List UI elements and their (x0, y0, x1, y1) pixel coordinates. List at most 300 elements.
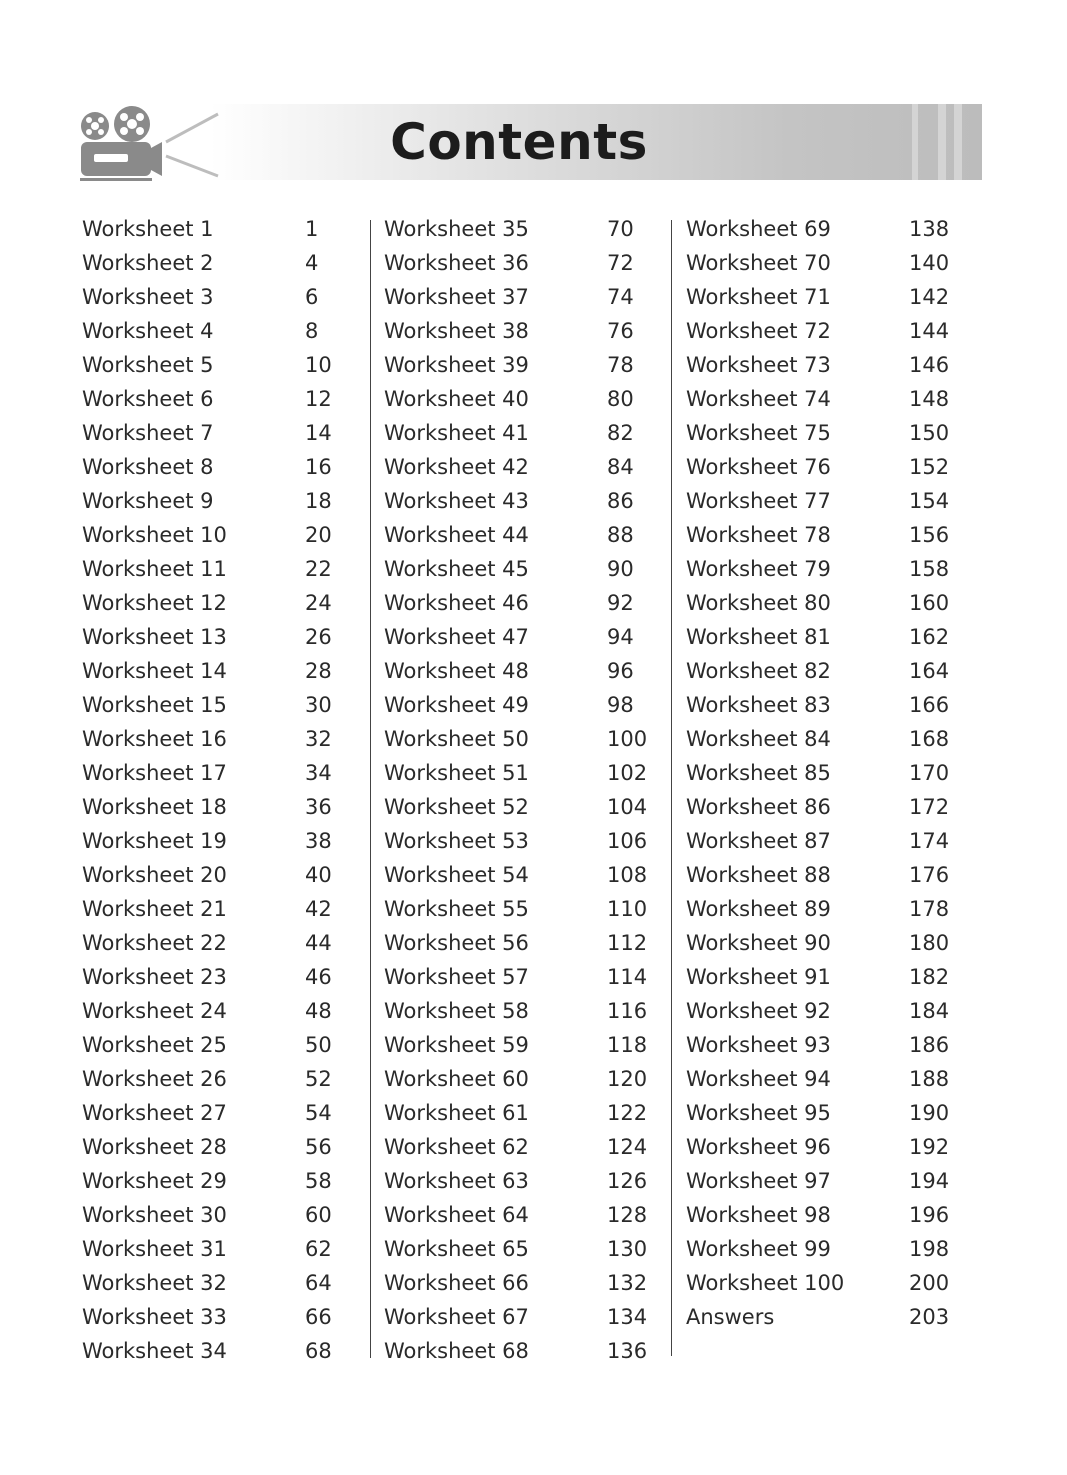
toc-entry (82, 484, 352, 518)
toc-entry (82, 382, 352, 416)
toc-entry-page: 24 (305, 591, 332, 615)
toc-entry (82, 1062, 352, 1096)
toc-entry-title: Worksheet 38 (384, 319, 529, 343)
toc-entry-title: Worksheet 81 (686, 625, 831, 649)
toc-entry (384, 756, 654, 790)
toc-entry (82, 1198, 352, 1232)
toc-entry (686, 1198, 956, 1232)
toc-entry (384, 1266, 654, 1300)
toc-entry-page: 198 (909, 1237, 950, 1261)
toc-entry-title: Worksheet 17 (82, 761, 227, 785)
toc-entry (686, 348, 956, 382)
column-divider (671, 220, 672, 1356)
toc-entry (82, 790, 352, 824)
toc-entry-page: 58 (305, 1169, 332, 1193)
toc-entry-page: 122 (607, 1101, 648, 1125)
toc-entry-page: 44 (305, 931, 332, 955)
toc-entry-page: 70 (607, 217, 634, 241)
toc-entry (384, 824, 654, 858)
toc-entry-page: 148 (909, 387, 950, 411)
toc-entry-page: 144 (909, 319, 950, 343)
toc-entry-page: 36 (305, 795, 332, 819)
toc-entry (384, 1300, 654, 1334)
toc-entry-page: 98 (607, 693, 634, 717)
toc-entry-page: 190 (909, 1101, 950, 1125)
toc-entry-title: Worksheet 28 (82, 1135, 227, 1159)
toc-entry (686, 1096, 956, 1130)
toc-entry-page: 102 (607, 761, 648, 785)
toc-entry (82, 1096, 352, 1130)
toc-entry (82, 756, 352, 790)
toc-entry-title: Worksheet 22 (82, 931, 227, 955)
toc-entry (686, 1130, 956, 1164)
toc-entry-page: 38 (305, 829, 332, 853)
toc-entry (82, 994, 352, 1028)
toc-entry-title: Worksheet 63 (384, 1169, 529, 1193)
toc-entry-page: 40 (305, 863, 332, 887)
toc-entry-title: Worksheet 71 (686, 285, 831, 309)
toc-entry (686, 314, 956, 348)
toc-entry-page: 62 (305, 1237, 332, 1261)
toc-entry (384, 212, 654, 246)
toc-entry-page: 42 (305, 897, 332, 921)
toc-entry (384, 382, 654, 416)
toc-entry-page: 136 (607, 1339, 648, 1363)
toc-entry-title: Worksheet 2 (82, 251, 214, 275)
toc-entry (686, 688, 956, 722)
toc-entry-title: Worksheet 13 (82, 625, 227, 649)
toc-entry-title: Worksheet 87 (686, 829, 831, 853)
toc-entry (686, 654, 956, 688)
toc-entry-title: Worksheet 21 (82, 897, 227, 921)
toc-entry-title: Worksheet 62 (384, 1135, 529, 1159)
toc-entry-page: 18 (305, 489, 332, 513)
toc-entry (384, 1130, 654, 1164)
toc-entry (686, 926, 956, 960)
toc-entry-page: 172 (909, 795, 950, 819)
toc-entry-title: Worksheet 57 (384, 965, 529, 989)
toc-entry-title: Worksheet 4 (82, 319, 214, 343)
toc-entry (82, 246, 352, 280)
toc-entry-title: Answers (686, 1305, 775, 1329)
toc-entry-page: 16 (305, 455, 332, 479)
toc-entry-title: Worksheet 36 (384, 251, 529, 275)
toc-entry-page: 8 (305, 319, 319, 343)
contents-column-2 (384, 212, 654, 1368)
toc-entry (82, 654, 352, 688)
toc-entry (82, 552, 352, 586)
toc-entry-title: Worksheet 29 (82, 1169, 227, 1193)
toc-entry-page: 140 (909, 251, 950, 275)
toc-entry-title: Worksheet 64 (384, 1203, 529, 1227)
toc-entry-page: 114 (607, 965, 648, 989)
toc-entry-page: 46 (305, 965, 332, 989)
toc-entry-page: 94 (607, 625, 634, 649)
toc-entry-page: 168 (909, 727, 950, 751)
toc-entry-title: Worksheet 84 (686, 727, 831, 751)
toc-entry-page: 130 (607, 1237, 648, 1261)
toc-entry-page: 54 (305, 1101, 332, 1125)
toc-entry-title: Worksheet 86 (686, 795, 831, 819)
toc-entry-page: 150 (909, 421, 950, 445)
toc-entry-title: Worksheet 97 (686, 1169, 831, 1193)
toc-entry (686, 382, 956, 416)
toc-entry-title: Worksheet 88 (686, 863, 831, 887)
toc-entry-title: Worksheet 74 (686, 387, 831, 411)
toc-entry-title: Worksheet 16 (82, 727, 227, 751)
toc-entry-title: Worksheet 33 (82, 1305, 227, 1329)
toc-entry-title: Worksheet 66 (384, 1271, 529, 1295)
toc-entry (686, 518, 956, 552)
toc-entry (82, 212, 352, 246)
toc-entry-title: Worksheet 68 (384, 1339, 529, 1363)
toc-entry-title: Worksheet 23 (82, 965, 227, 989)
toc-entry-page: 90 (607, 557, 634, 581)
toc-entry-title: Worksheet 61 (384, 1101, 529, 1125)
toc-entry-page: 152 (909, 455, 950, 479)
toc-entry-page: 96 (607, 659, 634, 683)
toc-entry-title: Worksheet 90 (686, 931, 831, 955)
toc-entry-page: 22 (305, 557, 332, 581)
toc-entry-title: Worksheet 47 (384, 625, 529, 649)
toc-entry-title: Worksheet 7 (82, 421, 214, 445)
toc-entry-title: Worksheet 46 (384, 591, 529, 615)
toc-entry-title: Worksheet 19 (82, 829, 227, 853)
toc-entry-title: Worksheet 53 (384, 829, 529, 853)
toc-entry (686, 722, 956, 756)
toc-entry-page: 134 (607, 1305, 648, 1329)
toc-entry (82, 1232, 352, 1266)
toc-entry (686, 280, 956, 314)
toc-entry-page: 66 (305, 1305, 332, 1329)
toc-entry-page: 200 (909, 1271, 950, 1295)
toc-entry-page: 170 (909, 761, 950, 785)
toc-entry (82, 1334, 352, 1368)
toc-entry (82, 926, 352, 960)
toc-entry-title: Worksheet 48 (384, 659, 529, 683)
toc-entry-title: Worksheet 72 (686, 319, 831, 343)
toc-entry (686, 790, 956, 824)
toc-entry-page: 92 (607, 591, 634, 615)
toc-entry (686, 450, 956, 484)
toc-entry-page: 166 (909, 693, 950, 717)
toc-entry-page: 156 (909, 523, 950, 547)
toc-entry (686, 246, 956, 280)
toc-entry (384, 552, 654, 586)
toc-entry-page: 4 (305, 251, 319, 275)
toc-entry-title: Worksheet 40 (384, 387, 529, 411)
toc-entry-page: 188 (909, 1067, 950, 1091)
toc-entry-title: Worksheet 9 (82, 489, 214, 513)
toc-entry-page: 28 (305, 659, 332, 683)
toc-entry (686, 552, 956, 586)
toc-entry (686, 586, 956, 620)
toc-entry-page: 56 (305, 1135, 332, 1159)
toc-entry-title: Worksheet 31 (82, 1237, 227, 1261)
toc-entry (82, 314, 352, 348)
toc-entry-title: Worksheet 94 (686, 1067, 831, 1091)
toc-entry-page: 6 (305, 285, 319, 309)
toc-entry-title: Worksheet 70 (686, 251, 831, 275)
toc-entry-title: Worksheet 93 (686, 1033, 831, 1057)
toc-entry-title: Worksheet 55 (384, 897, 529, 921)
toc-entry (82, 1266, 352, 1300)
toc-entry-page: 50 (305, 1033, 332, 1057)
toc-entry-title: Worksheet 5 (82, 353, 214, 377)
toc-entry-title: Worksheet 56 (384, 931, 529, 955)
toc-entry-page: 164 (909, 659, 950, 683)
toc-entry-title: Worksheet 59 (384, 1033, 529, 1057)
toc-entry (384, 518, 654, 552)
toc-entry-page: 154 (909, 489, 950, 513)
toc-entry-title: Worksheet 39 (384, 353, 529, 377)
toc-entry-title: Worksheet 54 (384, 863, 529, 887)
toc-entry-title: Worksheet 42 (384, 455, 529, 479)
toc-entry-page: 86 (607, 489, 634, 513)
toc-entry (686, 1028, 956, 1062)
contents-banner (80, 104, 962, 180)
toc-entry-title: Worksheet 67 (384, 1305, 529, 1329)
toc-entry-title: Worksheet 76 (686, 455, 831, 479)
toc-entry (384, 858, 654, 892)
toc-entry-page: 180 (909, 931, 950, 955)
toc-entry (384, 484, 654, 518)
toc-entry-title: Worksheet 1 (82, 217, 214, 241)
toc-entry (686, 1062, 956, 1096)
toc-entry-page: 52 (305, 1067, 332, 1091)
toc-entry (384, 450, 654, 484)
toc-entry (384, 1096, 654, 1130)
toc-entry-title: Worksheet 69 (686, 217, 831, 241)
toc-entry-page: 178 (909, 897, 950, 921)
toc-entry (686, 858, 956, 892)
toc-entry (384, 1164, 654, 1198)
toc-entry-title: Worksheet 43 (384, 489, 529, 513)
column-divider (370, 220, 371, 1358)
toc-entry (82, 416, 352, 450)
toc-entry-page: 78 (607, 353, 634, 377)
toc-entry (384, 654, 654, 688)
toc-entry-title: Worksheet 96 (686, 1135, 831, 1159)
toc-entry-title: Worksheet 95 (686, 1101, 831, 1125)
toc-entry-page: 64 (305, 1271, 332, 1295)
toc-entry-title: Worksheet 89 (686, 897, 831, 921)
toc-entry-page: 194 (909, 1169, 950, 1193)
toc-entry (384, 960, 654, 994)
toc-entry-title: Worksheet 92 (686, 999, 831, 1023)
contents-column-1 (82, 212, 352, 1368)
toc-entry-title: Worksheet 78 (686, 523, 831, 547)
toc-entry-title: Worksheet 18 (82, 795, 227, 819)
toc-entry-page: 116 (607, 999, 648, 1023)
toc-entry (384, 314, 654, 348)
toc-entry-title: Worksheet 3 (82, 285, 214, 309)
toc-entry-title: Worksheet 60 (384, 1067, 529, 1091)
toc-entry (384, 280, 654, 314)
toc-entry-title: Worksheet 45 (384, 557, 529, 581)
toc-entry-page: 196 (909, 1203, 950, 1227)
toc-entry-page: 160 (909, 591, 950, 615)
toc-entry-page: 174 (909, 829, 950, 853)
toc-entry-page: 182 (909, 965, 950, 989)
toc-entry-title: Worksheet 24 (82, 999, 227, 1023)
toc-entry-page: 12 (305, 387, 332, 411)
toc-entry-page: 34 (305, 761, 332, 785)
toc-entry (686, 994, 956, 1028)
toc-entry-page: 203 (909, 1305, 950, 1329)
toc-entry (384, 620, 654, 654)
contents-column-3 (686, 212, 956, 1334)
toc-entry-page: 26 (305, 625, 332, 649)
toc-entry-title: Worksheet 99 (686, 1237, 831, 1261)
toc-entry (686, 212, 956, 246)
toc-entry (686, 1164, 956, 1198)
toc-entry-title: Worksheet 50 (384, 727, 529, 751)
toc-entry-title: Worksheet 8 (82, 455, 214, 479)
toc-entry-page: 162 (909, 625, 950, 649)
toc-entry-title: Worksheet 25 (82, 1033, 227, 1057)
toc-entry-title: Worksheet 20 (82, 863, 227, 887)
toc-entry (384, 246, 654, 280)
toc-entry-title: Worksheet 79 (686, 557, 831, 581)
toc-entry-page: 88 (607, 523, 634, 547)
toc-entry-title: Worksheet 12 (82, 591, 227, 615)
toc-entry-page: 108 (607, 863, 648, 887)
toc-entry-title: Worksheet 49 (384, 693, 529, 717)
toc-entry-title: Worksheet 100 (686, 1271, 845, 1295)
toc-entry (82, 858, 352, 892)
toc-entry-title: Worksheet 51 (384, 761, 529, 785)
toc-entry (384, 1198, 654, 1232)
toc-entry (82, 892, 352, 926)
toc-entry-page: 48 (305, 999, 332, 1023)
toc-entry-title: Worksheet 98 (686, 1203, 831, 1227)
toc-entry-title: Worksheet 82 (686, 659, 831, 683)
toc-entry-page: 138 (909, 217, 950, 241)
toc-entry-page: 30 (305, 693, 332, 717)
toc-entry (82, 280, 352, 314)
toc-entry (82, 960, 352, 994)
toc-entry-title: Worksheet 58 (384, 999, 529, 1023)
toc-entry-title: Worksheet 75 (686, 421, 831, 445)
toc-entry-page: 176 (909, 863, 950, 887)
toc-entry (82, 450, 352, 484)
toc-entry (686, 1232, 956, 1266)
toc-entry (686, 1300, 956, 1334)
toc-entry (384, 416, 654, 450)
toc-entry (82, 722, 352, 756)
toc-entry-page: 118 (607, 1033, 648, 1057)
toc-entry-title: Worksheet 14 (82, 659, 227, 683)
toc-entry-page: 104 (607, 795, 648, 819)
toc-entry (686, 892, 956, 926)
toc-entry-page: 124 (607, 1135, 648, 1159)
toc-entry-title: Worksheet 27 (82, 1101, 227, 1125)
toc-entry (384, 892, 654, 926)
toc-entry-title: Worksheet 41 (384, 421, 529, 445)
toc-entry (82, 688, 352, 722)
toc-entry (82, 1130, 352, 1164)
toc-entry (82, 620, 352, 654)
toc-entry-title: Worksheet 80 (686, 591, 831, 615)
toc-entry (384, 1232, 654, 1266)
toc-entry-page: 68 (305, 1339, 332, 1363)
toc-entry (82, 586, 352, 620)
toc-entry-page: 192 (909, 1135, 950, 1159)
toc-entry-page: 1 (305, 217, 319, 241)
toc-entry-title: Worksheet 35 (384, 217, 529, 241)
toc-entry-title: Worksheet 26 (82, 1067, 227, 1091)
toc-entry-page: 106 (607, 829, 648, 853)
toc-entry (384, 994, 654, 1028)
toc-entry-title: Worksheet 34 (82, 1339, 227, 1363)
toc-entry (686, 620, 956, 654)
toc-entry (82, 348, 352, 382)
toc-entry-page: 74 (607, 285, 634, 309)
toc-entry (686, 416, 956, 450)
toc-entry (686, 960, 956, 994)
toc-entry-title: Worksheet 44 (384, 523, 529, 547)
toc-entry-page: 146 (909, 353, 950, 377)
toc-entry (82, 1164, 352, 1198)
toc-entry-title: Worksheet 32 (82, 1271, 227, 1295)
toc-entry-title: Worksheet 65 (384, 1237, 529, 1261)
toc-entry-page: 10 (305, 353, 332, 377)
toc-entry-title: Worksheet 73 (686, 353, 831, 377)
toc-entry (82, 824, 352, 858)
toc-entry (384, 1334, 654, 1368)
toc-entry-page: 84 (607, 455, 634, 479)
toc-entry (384, 688, 654, 722)
toc-entry-title: Worksheet 83 (686, 693, 831, 717)
toc-entry-title: Worksheet 11 (82, 557, 227, 581)
toc-entry (384, 1062, 654, 1096)
toc-entry-title: Worksheet 30 (82, 1203, 227, 1227)
toc-entry (384, 926, 654, 960)
toc-entry-page: 60 (305, 1203, 332, 1227)
toc-entry-title: Worksheet 37 (384, 285, 529, 309)
toc-entry-page: 186 (909, 1033, 950, 1057)
toc-entry-page: 14 (305, 421, 332, 445)
toc-entry-page: 20 (305, 523, 332, 547)
toc-entry-page: 80 (607, 387, 634, 411)
toc-entry-page: 72 (607, 251, 634, 275)
toc-entry-title: Worksheet 85 (686, 761, 831, 785)
toc-entry (686, 824, 956, 858)
toc-entry (384, 722, 654, 756)
toc-entry (686, 1266, 956, 1300)
toc-entry-page: 112 (607, 931, 648, 955)
toc-entry-page: 128 (607, 1203, 648, 1227)
toc-entry-title: Worksheet 10 (82, 523, 227, 547)
toc-entry (686, 484, 956, 518)
toc-entry-page: 110 (607, 897, 648, 921)
toc-entry-title: Worksheet 77 (686, 489, 831, 513)
toc-entry-title: Worksheet 15 (82, 693, 227, 717)
toc-entry (384, 790, 654, 824)
toc-entry-page: 126 (607, 1169, 648, 1193)
toc-entry-title: Worksheet 6 (82, 387, 214, 411)
toc-entry-page: 142 (909, 285, 950, 309)
toc-entry-title: Worksheet 91 (686, 965, 831, 989)
toc-entry-title: Worksheet 52 (384, 795, 529, 819)
toc-entry (686, 756, 956, 790)
toc-entry (384, 1028, 654, 1062)
toc-entry-page: 184 (909, 999, 950, 1023)
page-title: Contents (390, 113, 648, 171)
toc-entry-page: 158 (909, 557, 950, 581)
toc-entry (82, 1028, 352, 1062)
